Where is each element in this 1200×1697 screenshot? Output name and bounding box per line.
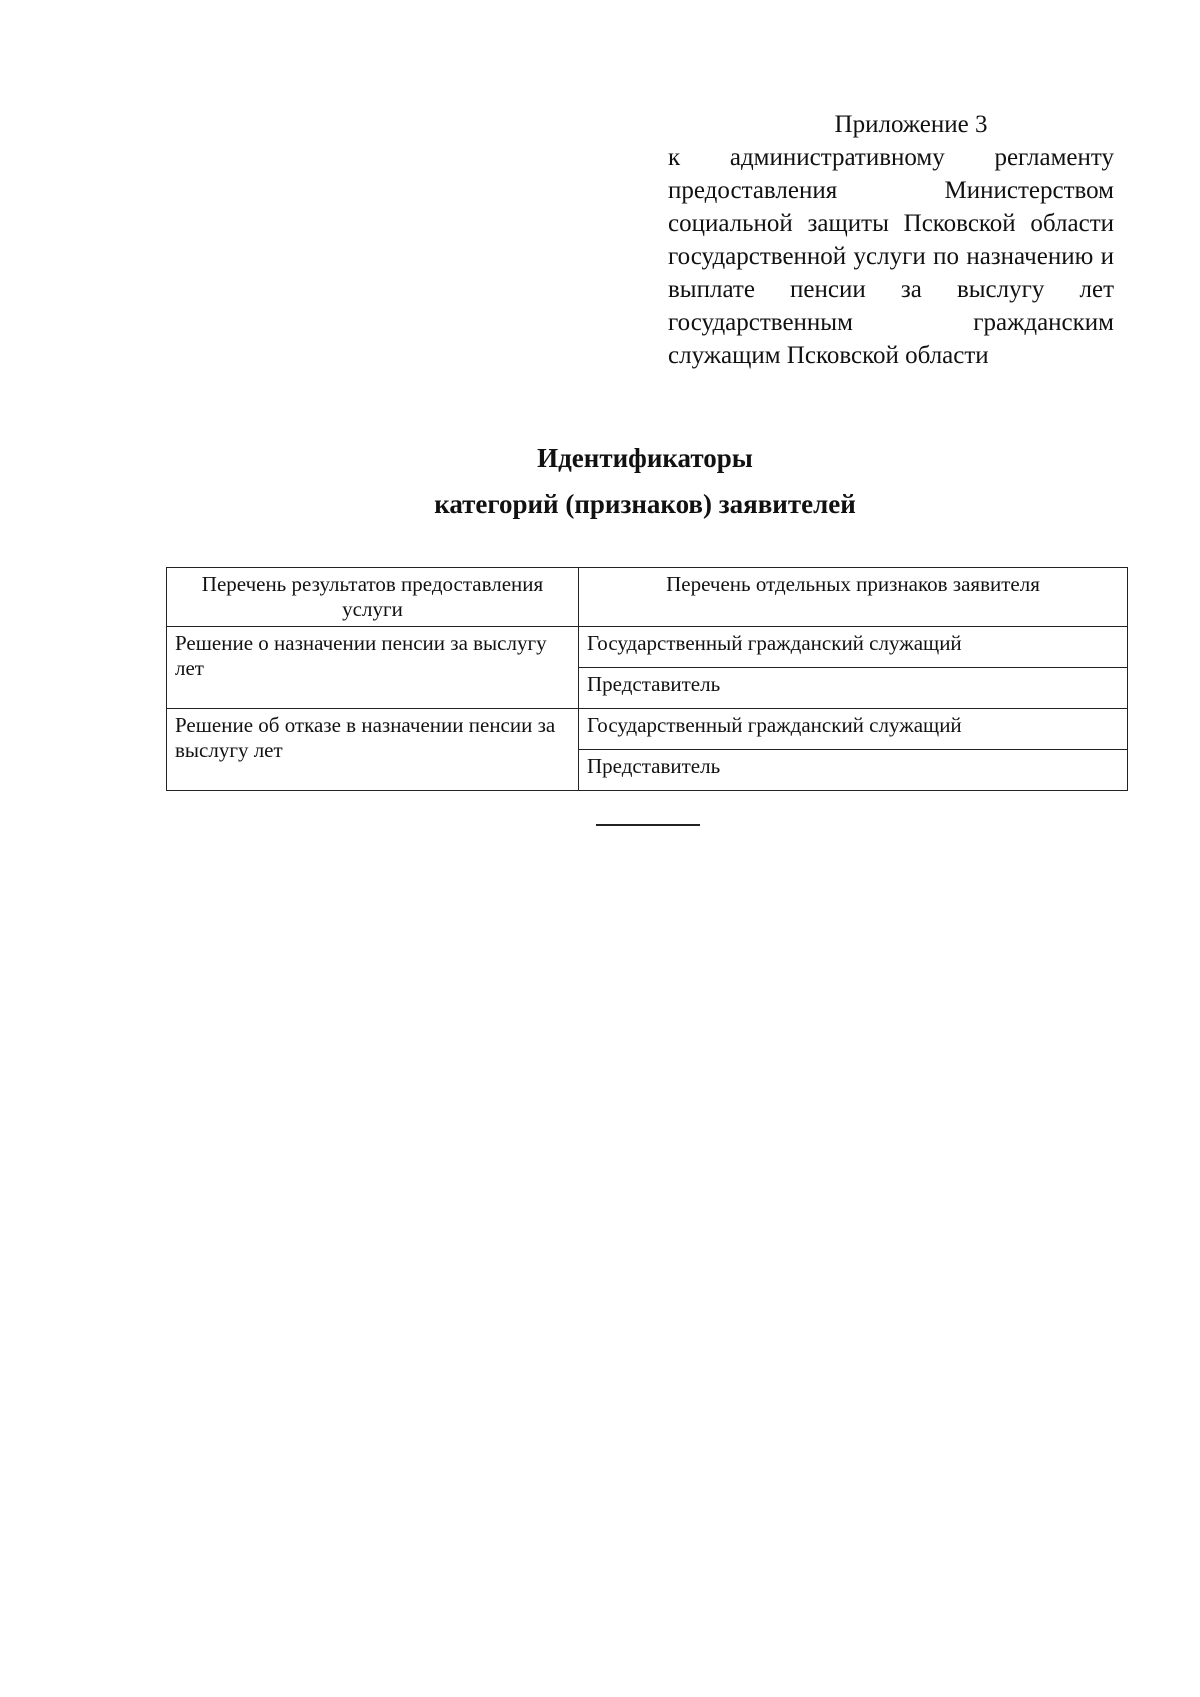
table-row: [167, 709, 1128, 750]
appendix-text: к административному регламенту предоставления Министерством социальной защиты Псковской области государственной услуги по назначению и выплате пенсии за выслугу лет государственным гражданским служащим Псковской области: [668, 144, 1114, 369]
table-row: [167, 627, 1128, 668]
result-cell: Решение о назначении пенсии за выслугу лет: [167, 627, 579, 709]
document-title-line-1: Идентификаторы: [537, 443, 753, 473]
sign-cell: Государственный гражданский служащий: [579, 627, 1128, 668]
appendix-block: [668, 108, 1114, 372]
sign-cell: Представитель: [579, 750, 1128, 791]
header-applicant-signs: Перечень отдельных признаков заявителя: [579, 568, 1128, 627]
table-header-row: [167, 568, 1128, 627]
header-results: Перечень результатов предоставления услуги: [167, 568, 579, 627]
appendix-title: Приложение 3: [834, 111, 988, 138]
sign-cell: Государственный гражданский служащий: [579, 709, 1128, 750]
sign-cell: Представитель: [579, 668, 1128, 709]
result-cell: Решение об отказе в назначении пенсии за выслугу лет: [167, 709, 579, 791]
identifiers-table: [166, 567, 1128, 791]
document-title-line-2: категорий (признаков) заявителей: [434, 489, 856, 519]
end-divider: [596, 824, 700, 826]
